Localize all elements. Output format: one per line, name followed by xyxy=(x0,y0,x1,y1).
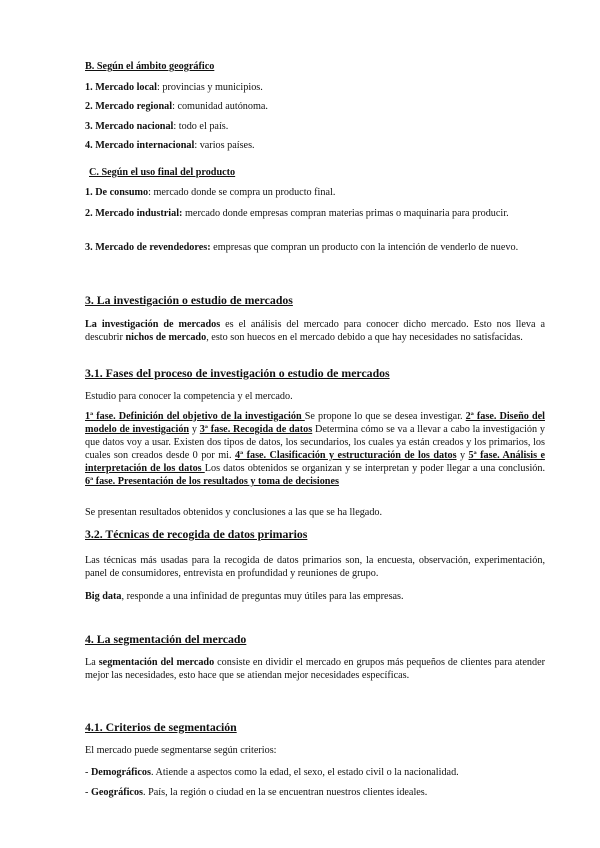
phases-paragraph: 1ª fase. Definición del objetivo de la investigación Se propone lo que se desea investigar. 2ª fase. Diseño del modelo de investigación y 3ª fase. Recogida de datos Determina cómo se va a llevar a cabo la investigación y que datos voy a usar. Existen dos tipos de datos, los secundarios, los cuales ya están creados y los primarios, los cuales son creados desde 0 por mi. 4ª fase. Clasificación y estructuración de los datos y 5ª fase. Análisis e interpretación de los datos Los datos obtenidos se organizan y se interpretan y poder llegar a una conclusión. 6ª fase. Presentación de los resultados y toma de decisiones xyxy=(85,411,546,487)
section-4-heading: 4. La segmentación del mercado xyxy=(85,632,247,646)
list-item: 2. Mercado industrial: mercado donde empresas compran materias primas o maquinaria para producir. xyxy=(85,208,509,219)
section-4-1-heading: 4.1. Criterios de segmentación xyxy=(85,720,237,734)
section-3-2-paragraph: Las técnicas más usadas para la recogida de datos primarios son, la encuesta, observación, experimentación, panel de consumidores, entrevista en profundidad y reuniones de grupo. xyxy=(85,555,545,579)
list-item: 3. Mercado de revendedores: empresas que compran un producto con la intención de venderlo de nuevo. xyxy=(85,242,519,253)
list-item: 1. De consumo: mercado donde se compra un producto final. xyxy=(85,187,336,198)
list-item: 4. Mercado internacional: varios países. xyxy=(85,140,255,151)
list-item: 1. Mercado local: provincias y municipios. xyxy=(85,82,263,93)
list-item: 2. Mercado regional: comunidad autónoma. xyxy=(85,101,268,112)
list-item: 3. Mercado nacional: todo el país. xyxy=(85,121,229,132)
list-item: - Geográficos. País, la región o ciudad en la se encuentran nuestros clientes ideales. xyxy=(85,787,428,798)
section-b-heading: B. Según el ámbito geográfico xyxy=(85,61,215,72)
section-3-1-heading: 3.1. Fases del proceso de investigación o estudio de mercados xyxy=(85,366,390,380)
big-data-paragraph: Big data, responde a una infinidad de preguntas muy útiles para las empresas. xyxy=(85,591,404,602)
list-item: - Demográficos. Atiende a aspectos como la edad, el sexo, el estado civil o la nacionalidad. xyxy=(85,767,459,778)
section-3-paragraph: La investigación de mercados es el análisis del mercado para conocer dicho mercado. Esto nos lleva a descubrir nichos de mercado, esto son huecos en el mercado debido a que hay necesidades no satisfacidas. xyxy=(85,319,545,343)
phase-6-description: Se presentan resultados obtenidos y conclusiones a las que se ha llegado. xyxy=(85,507,383,518)
section-3-1-intro: Estudio para conocer la competencia y el mercado. xyxy=(85,391,293,402)
section-4-1-intro: El mercado puede segmentarse según criterios: xyxy=(85,745,277,756)
section-3-heading: 3. La investigación o estudio de mercados xyxy=(85,293,293,307)
section-c-heading: C. Según el uso final del producto xyxy=(89,167,236,178)
section-3-2-heading: 3.2. Técnicas de recogida de datos primarios xyxy=(85,527,308,541)
section-4-paragraph: La segmentación del mercado consiste en dividir el mercado en grupos más pequeños de clientes para atender mejor las necesidades, esto hace que se atiendan mejor necesidades específicas. xyxy=(85,657,546,681)
